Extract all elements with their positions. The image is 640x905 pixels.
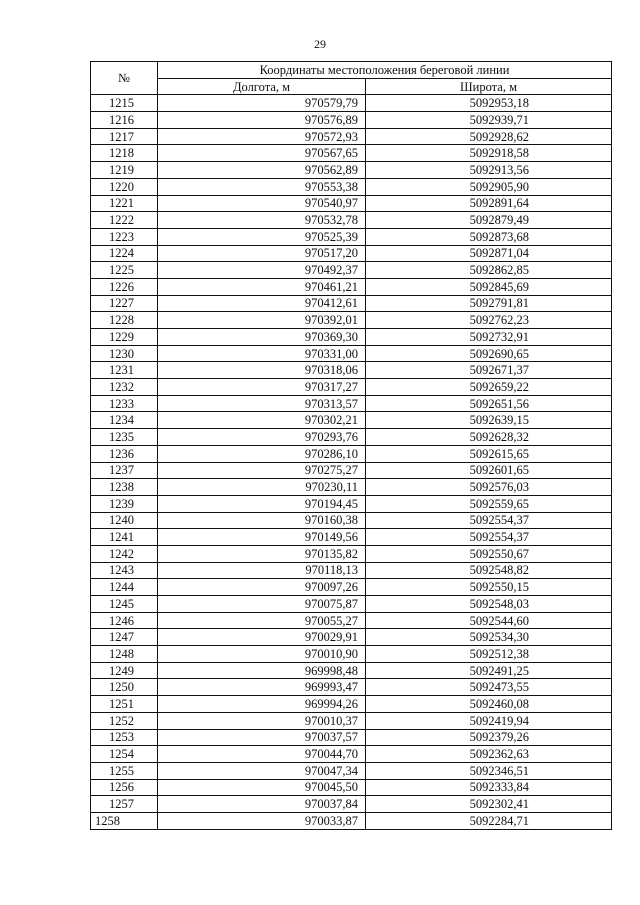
longitude-cell: 970075,87 — [158, 596, 366, 613]
point-number-cell: 1234 — [91, 412, 158, 429]
table-row — [91, 646, 612, 663]
longitude-cell: 970517,20 — [158, 245, 366, 262]
latitude-cell: 5092548,82 — [366, 562, 612, 579]
coordinates-table — [90, 61, 612, 830]
longitude-cell: 970135,82 — [158, 545, 366, 562]
table-row — [91, 429, 612, 446]
longitude-cell: 970149,56 — [158, 529, 366, 546]
latitude-cell: 5092762,23 — [366, 312, 612, 329]
latitude-cell: 5092559,65 — [366, 495, 612, 512]
table-row — [91, 245, 612, 262]
point-number-cell: 1216 — [91, 112, 158, 129]
point-number-cell: 1224 — [91, 245, 158, 262]
table-body — [91, 95, 612, 829]
longitude-cell: 970037,57 — [158, 729, 366, 746]
longitude-cell: 970010,90 — [158, 646, 366, 663]
point-number-cell: 1231 — [91, 362, 158, 379]
table-row — [91, 562, 612, 579]
latitude-cell: 5092873,68 — [366, 228, 612, 245]
table-row — [91, 278, 612, 295]
table-row — [91, 345, 612, 362]
table-row — [91, 812, 612, 829]
table-row — [91, 679, 612, 696]
latitude-cell: 5092862,85 — [366, 262, 612, 279]
longitude-cell: 970045,50 — [158, 779, 366, 796]
latitude-cell: 5092628,32 — [366, 429, 612, 446]
longitude-cell: 970331,00 — [158, 345, 366, 362]
point-number-cell: 1258 — [91, 812, 158, 829]
table-row — [91, 362, 612, 379]
latitude-cell: 5092905,90 — [366, 178, 612, 195]
point-number-cell: 1229 — [91, 329, 158, 346]
latitude-cell: 5092550,15 — [366, 579, 612, 596]
latitude-cell: 5092871,04 — [366, 245, 612, 262]
latitude-cell: 5092534,30 — [366, 629, 612, 646]
point-number-cell: 1252 — [91, 712, 158, 729]
table-row — [91, 746, 612, 763]
table-row — [91, 295, 612, 312]
latitude-cell: 5092554,37 — [366, 529, 612, 546]
point-number-cell: 1245 — [91, 596, 158, 613]
longitude-cell: 970576,89 — [158, 112, 366, 129]
point-number-cell: 1244 — [91, 579, 158, 596]
longitude-cell: 969998,48 — [158, 662, 366, 679]
table-row — [91, 145, 612, 162]
point-number-cell: 1240 — [91, 512, 158, 529]
latitude-column-header: Широта, м — [366, 78, 612, 95]
number-column-header: № — [91, 62, 158, 95]
latitude-cell: 5092879,49 — [366, 212, 612, 229]
point-number-cell: 1254 — [91, 746, 158, 763]
page-number: 29 — [314, 37, 326, 51]
point-number-cell: 1228 — [91, 312, 158, 329]
latitude-cell: 5092550,67 — [366, 545, 612, 562]
latitude-cell: 5092419,94 — [366, 712, 612, 729]
longitude-cell: 970286,10 — [158, 445, 366, 462]
longitude-cell: 970369,30 — [158, 329, 366, 346]
point-number-cell: 1238 — [91, 479, 158, 496]
latitude-cell: 5092732,91 — [366, 329, 612, 346]
longitude-cell: 970579,79 — [158, 95, 366, 112]
table-row — [91, 779, 612, 796]
point-number-cell: 1255 — [91, 762, 158, 779]
table-row — [91, 596, 612, 613]
longitude-cell: 970567,65 — [158, 145, 366, 162]
header-row-sub — [91, 78, 612, 95]
point-number-cell: 1242 — [91, 545, 158, 562]
point-number-cell: 1230 — [91, 345, 158, 362]
longitude-cell: 970540,97 — [158, 195, 366, 212]
longitude-cell: 970044,70 — [158, 746, 366, 763]
latitude-cell: 5092554,37 — [366, 512, 612, 529]
longitude-cell: 970318,06 — [158, 362, 366, 379]
latitude-cell: 5092953,18 — [366, 95, 612, 112]
longitude-cell: 970412,61 — [158, 295, 366, 312]
table-row — [91, 729, 612, 746]
point-number-cell: 1247 — [91, 629, 158, 646]
point-number-cell: 1220 — [91, 178, 158, 195]
longitude-cell: 970461,21 — [158, 278, 366, 295]
point-number-cell: 1221 — [91, 195, 158, 212]
latitude-cell: 5092379,26 — [366, 729, 612, 746]
table-row — [91, 395, 612, 412]
longitude-cell: 970392,01 — [158, 312, 366, 329]
latitude-cell: 5092302,41 — [366, 796, 612, 813]
point-number-cell: 1250 — [91, 679, 158, 696]
table-row — [91, 379, 612, 396]
point-number-cell: 1249 — [91, 662, 158, 679]
longitude-cell: 970572,93 — [158, 128, 366, 145]
longitude-cell: 970230,11 — [158, 479, 366, 496]
table-row — [91, 312, 612, 329]
point-number-cell: 1218 — [91, 145, 158, 162]
table-row — [91, 212, 612, 229]
point-number-cell: 1243 — [91, 562, 158, 579]
latitude-cell: 5092333,84 — [366, 779, 612, 796]
table-row — [91, 178, 612, 195]
table-row — [91, 529, 612, 546]
latitude-cell: 5092362,63 — [366, 746, 612, 763]
table-row — [91, 796, 612, 813]
table-row — [91, 662, 612, 679]
table-row — [91, 195, 612, 212]
longitude-cell: 970313,57 — [158, 395, 366, 412]
point-number-cell: 1233 — [91, 395, 158, 412]
table-row — [91, 162, 612, 179]
longitude-cell: 970293,76 — [158, 429, 366, 446]
point-number-cell: 1219 — [91, 162, 158, 179]
point-number-cell: 1241 — [91, 529, 158, 546]
longitude-cell: 970029,91 — [158, 629, 366, 646]
point-number-cell: 1257 — [91, 796, 158, 813]
longitude-cell: 970033,87 — [158, 812, 366, 829]
latitude-cell: 5092548,03 — [366, 596, 612, 613]
table-row — [91, 479, 612, 496]
longitude-cell: 970010,37 — [158, 712, 366, 729]
point-number-cell: 1236 — [91, 445, 158, 462]
table-row — [91, 579, 612, 596]
longitude-cell: 970055,27 — [158, 612, 366, 629]
header-row-group — [91, 62, 612, 79]
point-number-cell: 1248 — [91, 646, 158, 663]
longitude-cell: 970047,34 — [158, 762, 366, 779]
latitude-cell: 5092512,38 — [366, 646, 612, 663]
latitude-cell: 5092460,08 — [366, 696, 612, 713]
table-row — [91, 412, 612, 429]
longitude-cell: 970492,37 — [158, 262, 366, 279]
latitude-cell: 5092928,62 — [366, 128, 612, 145]
latitude-cell: 5092346,51 — [366, 762, 612, 779]
latitude-cell: 5092651,56 — [366, 395, 612, 412]
table-row — [91, 545, 612, 562]
latitude-cell: 5092615,65 — [366, 445, 612, 462]
coordinates-group-header: Координаты местоположения береговой линии — [158, 62, 612, 79]
table-row — [91, 512, 612, 529]
latitude-cell: 5092690,65 — [366, 345, 612, 362]
latitude-cell: 5092913,56 — [366, 162, 612, 179]
latitude-cell: 5092918,58 — [366, 145, 612, 162]
latitude-cell: 5092891,64 — [366, 195, 612, 212]
longitude-cell: 970037,84 — [158, 796, 366, 813]
table-row — [91, 329, 612, 346]
longitude-cell: 970118,13 — [158, 562, 366, 579]
longitude-cell: 969993,47 — [158, 679, 366, 696]
point-number-cell: 1225 — [91, 262, 158, 279]
longitude-cell: 970562,89 — [158, 162, 366, 179]
point-number-cell: 1253 — [91, 729, 158, 746]
point-number-cell: 1237 — [91, 462, 158, 479]
longitude-cell: 970275,27 — [158, 462, 366, 479]
longitude-cell: 970525,39 — [158, 228, 366, 245]
point-number-cell: 1246 — [91, 612, 158, 629]
longitude-cell: 970097,26 — [158, 579, 366, 596]
point-number-cell: 1215 — [91, 95, 158, 112]
latitude-cell: 5092544,60 — [366, 612, 612, 629]
longitude-cell: 970553,38 — [158, 178, 366, 195]
longitude-cell: 970302,21 — [158, 412, 366, 429]
table-header — [91, 62, 612, 95]
latitude-cell: 5092576,03 — [366, 479, 612, 496]
latitude-cell: 5092845,69 — [366, 278, 612, 295]
table-row — [91, 612, 612, 629]
longitude-cell: 970160,38 — [158, 512, 366, 529]
table-row — [91, 228, 612, 245]
table-row — [91, 262, 612, 279]
latitude-cell: 5092284,71 — [366, 812, 612, 829]
point-number-cell: 1226 — [91, 278, 158, 295]
point-number-cell: 1251 — [91, 696, 158, 713]
point-number-cell: 1222 — [91, 212, 158, 229]
point-number-cell: 1217 — [91, 128, 158, 145]
table-row — [91, 495, 612, 512]
point-number-cell: 1239 — [91, 495, 158, 512]
table-row — [91, 462, 612, 479]
latitude-cell: 5092791,81 — [366, 295, 612, 312]
point-number-cell: 1235 — [91, 429, 158, 446]
longitude-cell: 970194,45 — [158, 495, 366, 512]
point-number-cell: 1232 — [91, 379, 158, 396]
longitude-cell: 969994,26 — [158, 696, 366, 713]
table-row — [91, 128, 612, 145]
point-number-cell: 1256 — [91, 779, 158, 796]
longitude-column-header: Долгота, м — [158, 78, 366, 95]
point-number-cell: 1223 — [91, 228, 158, 245]
table-row — [91, 629, 612, 646]
latitude-cell: 5092473,55 — [366, 679, 612, 696]
table-row — [91, 95, 612, 112]
table-row — [91, 445, 612, 462]
latitude-cell: 5092939,71 — [366, 112, 612, 129]
longitude-cell: 970532,78 — [158, 212, 366, 229]
point-number-cell: 1227 — [91, 295, 158, 312]
latitude-cell: 5092601,65 — [366, 462, 612, 479]
latitude-cell: 5092491,25 — [366, 662, 612, 679]
latitude-cell: 5092639,15 — [366, 412, 612, 429]
table-row — [91, 762, 612, 779]
longitude-cell: 970317,27 — [158, 379, 366, 396]
latitude-cell: 5092659,22 — [366, 379, 612, 396]
table-row — [91, 696, 612, 713]
latitude-cell: 5092671,37 — [366, 362, 612, 379]
table-row — [91, 712, 612, 729]
table-row — [91, 112, 612, 129]
